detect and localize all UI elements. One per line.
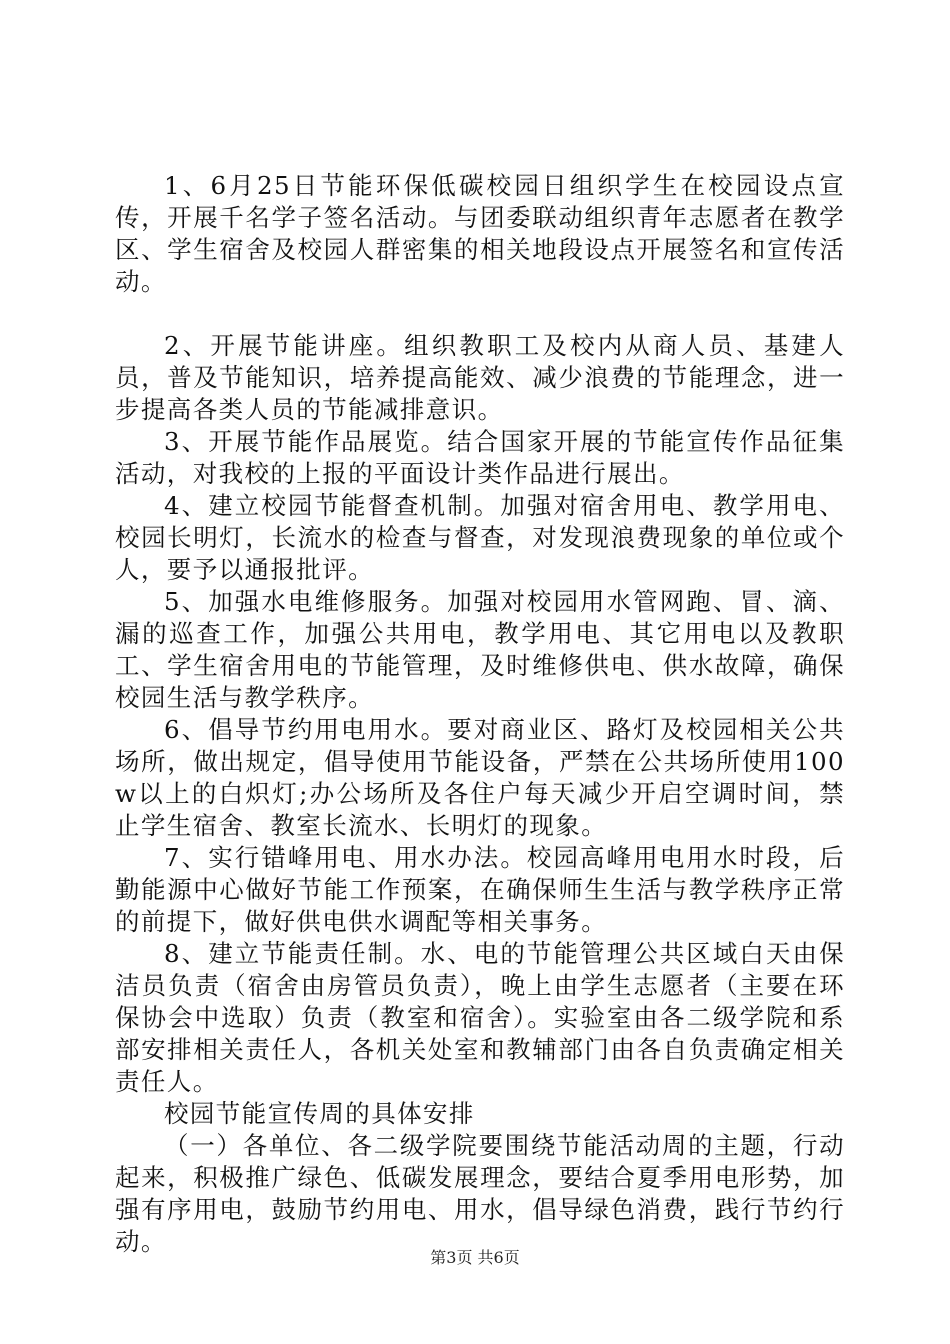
page-footer: 第3页 共6页 [430,1248,520,1267]
paragraph-item-5: 5、加强水电维修服务。加强对校园用水管网跑、冒、滴、漏的巡查工作，加强公共用电，教学用电、其它用电以及教职工、学生宿舍用电的节能管理，及时维修供电、供水故障，确保校园生活与教学秩序。 [115,587,845,712]
paragraph-item-1: 1、6月25日节能环保低碳校园日组织学生在校园设点宣传，开展千名学子签名活动。与团委联动组织青年志愿者在教学区、学生宿舍及校园人群密集的相关地段设点开展签名和宣传活动。 [115,171,845,296]
paragraph-item-4: 4、建立校园节能督查机制。加强对宿舍用电、教学用电、校园长明灯，长流水的检查与督查，对发现浪费现象的单位或个人，要予以通报批评。 [115,491,845,584]
section-heading: 校园节能宣传周的具体安排 [164,1099,475,1128]
paragraph-item-8: 8、建立节能责任制。水、电的节能管理公共区域白天由保洁员负责（宿舍由房管员负责），晚上由学生志愿者（主要在环保协会中选取）负责（教室和宿舍）。实验室由各二级学院和系部安排相关责任人，各机关处室和教辅部门由各自负责确定相关责任人。 [115,939,845,1096]
document-body [115,170,845,1258]
paragraph-item-3: 3、开展节能作品展览。结合国家开展的节能宣传作品征集活动，对我校的上报的平面设计类作品进行展出。 [115,427,845,488]
section-paragraph-1: （一）各单位、各二级学院要围绕节能活动周的主题，行动起来，积极推广绿色、低碳发展理念，要结合夏季用电形势，加强有序用电，鼓励节约用电、用水，倡导绿色消费，践行节约行动。 [115,1131,845,1256]
paragraph-item-7: 7、实行错峰用电、用水办法。校园高峰用电用水时段，后勤能源中心做好节能工作预案，在确保师生生活与教学秩序正常的前提下，做好供电供水调配等相关事务。 [115,843,845,936]
paragraph-item-2: 2、开展节能讲座。组织教职工及校内从商人员、基建人员，普及节能知识，培养提高能效、减少浪费的节能理念，进一步提高各类人员的节能减排意识。 [115,331,845,424]
paragraph-item-6: 6、倡导节约用电用水。要对商业区、路灯及校园相关公共场所，做出规定，倡导使用节能设备，严禁在公共场所使用100w以上的白炽灯;办公场所及各住户每天减少开启空调时间，禁止学生宿舍、教室长流水、长明灯的现象。 [115,715,845,840]
